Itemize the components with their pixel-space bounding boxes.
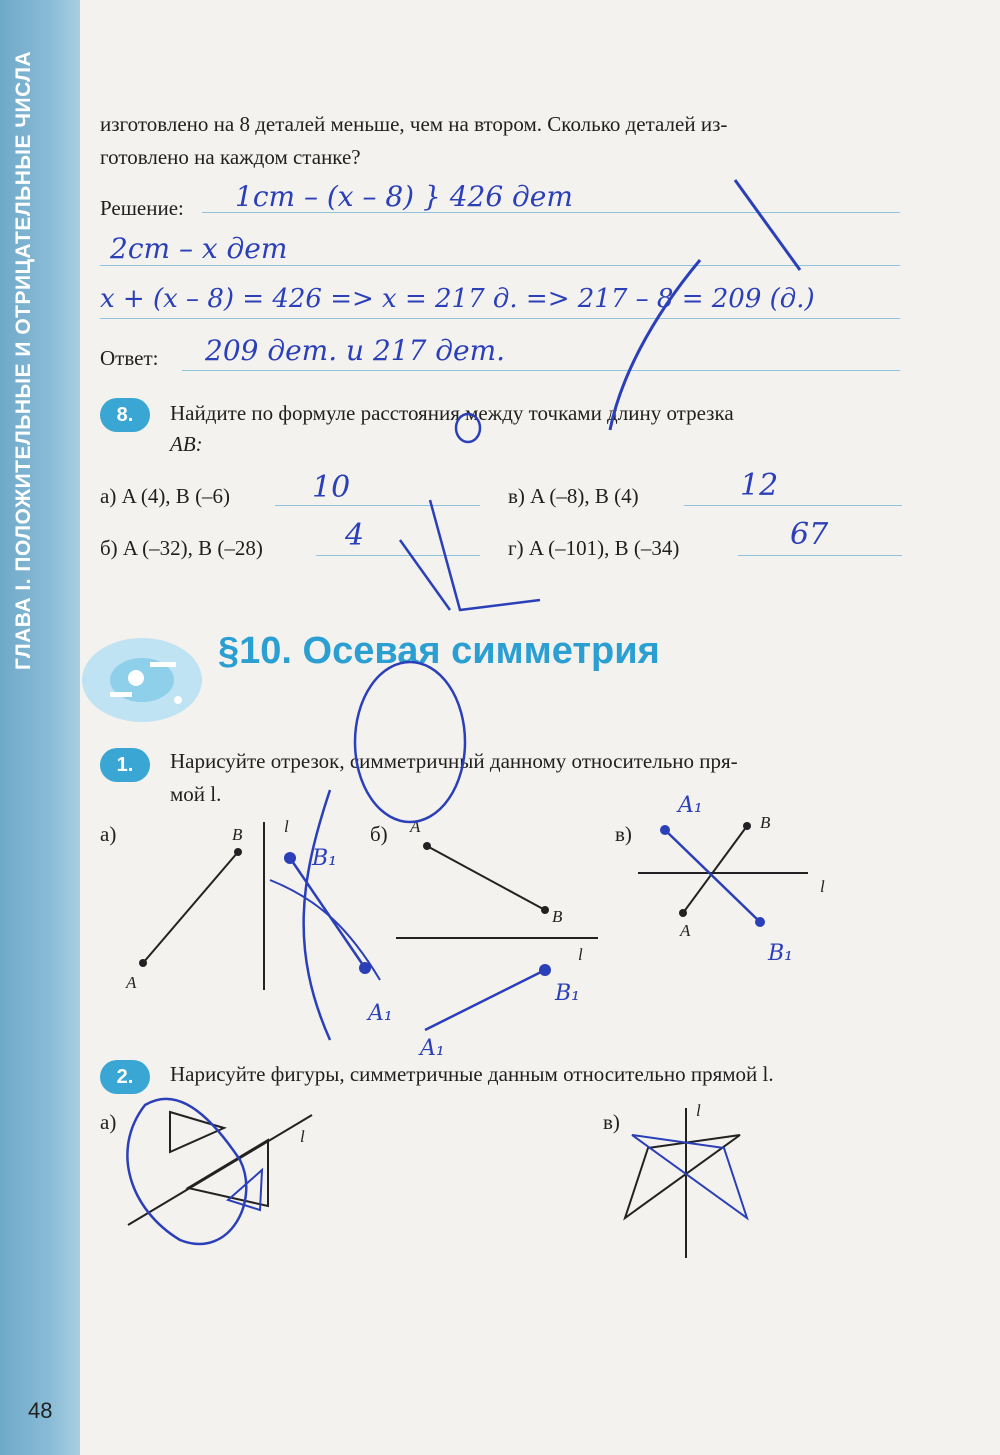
task8-a-answer: 10 bbox=[312, 470, 351, 505]
task8-v-answer: 12 bbox=[740, 468, 779, 503]
task-number-badge: 1. bbox=[100, 748, 150, 782]
task7-line1: изготовлено на 8 деталей меньше, чем на втором. Сколько деталей из- bbox=[100, 112, 728, 136]
line-l-label: l bbox=[820, 877, 825, 896]
section-title: §10. Осевая симметрия bbox=[218, 630, 660, 672]
task1-part-a: а) bbox=[100, 822, 117, 846]
point-b-label: B bbox=[552, 907, 563, 926]
line-l-label: l bbox=[578, 945, 583, 964]
task1-part-b: б) bbox=[370, 822, 388, 846]
point-a-label: A bbox=[126, 973, 137, 992]
task7-line2: готовлено на каждом станке? bbox=[100, 145, 361, 169]
task8-g-answer: 67 bbox=[790, 517, 829, 552]
hw-a1-label-1: A₁ bbox=[368, 1001, 393, 1026]
task2-part-a: а) bbox=[100, 1110, 117, 1134]
triangle-small bbox=[170, 1112, 224, 1152]
task2-text: Нарисуйте фигуры, симметричные данным относительно прямой l. bbox=[170, 1062, 774, 1086]
segment-ab bbox=[427, 846, 545, 910]
segment-ab bbox=[143, 852, 238, 963]
triangle-large bbox=[188, 1140, 268, 1206]
point-a-label: A bbox=[410, 817, 421, 836]
point-b-label: B bbox=[760, 813, 771, 832]
line-l-label: l bbox=[284, 817, 289, 836]
hw-a1-label-3: A₁ bbox=[678, 793, 703, 818]
solution-label: Решение: bbox=[100, 196, 184, 220]
hw-a1-label-2: A₁ bbox=[420, 1036, 445, 1061]
handwritten-answer: 209 дет. и 217 дет. bbox=[205, 334, 506, 367]
task8-b-label: б) A (–32), B (–28) bbox=[100, 536, 263, 560]
hw-b1-label: B₁ bbox=[555, 981, 580, 1006]
task-number-badge: 2. bbox=[100, 1060, 150, 1094]
task1-text-1: Нарисуйте отрезок, симметричный данному относительно пря- bbox=[170, 749, 738, 773]
answer-label: Ответ: bbox=[100, 346, 159, 370]
chapter-title: ГЛАВА I. ПОЛОЖИТЕЛЬНЫЕ И ОТРИЦАТЕЛЬНЫЕ ЧИСЛА bbox=[12, 50, 35, 670]
point-a-label: A bbox=[680, 921, 691, 940]
hw-b1-label: B₁ bbox=[312, 846, 337, 871]
task8-text-1: Найдите по формуле расстояния между точками длину отрезка bbox=[170, 401, 734, 425]
page-number: 48 bbox=[28, 1398, 53, 1423]
task8-v-label: в) A (–8), B (4) bbox=[508, 484, 639, 508]
task1-text-2: мой l. bbox=[170, 782, 222, 806]
point-b-label: B bbox=[232, 825, 243, 844]
task8-text-2: AB: bbox=[170, 432, 203, 456]
task2-part-v: в) bbox=[603, 1110, 620, 1134]
handwritten-solution-2: 2ст – x дет bbox=[110, 232, 288, 265]
handwritten-solution-3: x + (x – 8) = 426 => x = 217 д. => 217 – 8 = 209 (д.) bbox=[100, 284, 815, 314]
task8-b-answer: 4 bbox=[345, 518, 365, 553]
task1-part-v: в) bbox=[615, 822, 632, 846]
task8-a-label: а) A (4), B (–6) bbox=[100, 484, 231, 508]
hw-b1-label: B₁ bbox=[768, 941, 793, 966]
task-number-badge: 8. bbox=[100, 398, 150, 432]
line-l-label: l bbox=[300, 1127, 305, 1146]
line-l-label: l bbox=[696, 1101, 701, 1120]
task8-g-label: г) A (–101), B (–34) bbox=[508, 536, 680, 560]
handwritten-solution-1: 1ст – (x – 8) } 426 дет bbox=[235, 180, 573, 213]
